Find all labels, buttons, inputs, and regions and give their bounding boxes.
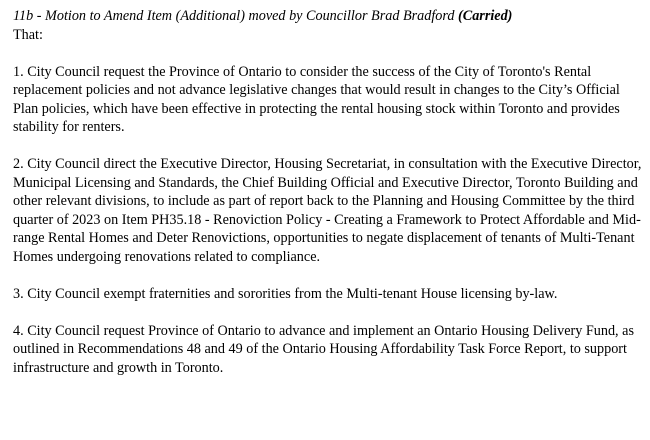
motion-heading: [13, 7, 645, 26]
motion-document: [13, 7, 645, 377]
motion-item-4: 4. City Council request Province of Ontario to advance and implement an Ontario Housing Delivery Fund, as outlined in Recommendations 48 and 49 of the Ontario Housing Affordability Task Force Report, to support infrastructure and growth in Toronto.: [13, 322, 634, 376]
motion-status: (Carried): [458, 8, 513, 24]
motion-title: 11b - Motion to Amend Item (Additional) moved by Councillor Brad Bradford: [13, 8, 459, 24]
motion-item-3: 3. City Council exempt fraternities and sororities from the Multi-tenant House licensing by-law.: [13, 285, 558, 302]
motion-item-2: 2. City Council direct the Executive Director, Housing Secretariat, in consultation with the Executive Director, Municipal Licensing and Standards, the Chief Building Official and Executive Director, Toronto Building and other relevant divisions, to include as part of report back to the Planning and Housing Committee by the third quarter of 2023 on Item PH35.18 - Renoviction Policy - Creating a Framework to Protect Affordable and Mid-range Rental Homes and Deter Renovictions, opportunities to negate displacement of tenants of Multi-Tenant Homes undergoing renovations related to compliance.: [13, 156, 642, 265]
motion-intro: That:: [13, 26, 43, 43]
motion-item-1: 1. City Council request the Province of Ontario to consider the success of the City of Toronto's Rental replacement policies and not advance legislative changes that would result in changes to the City’s Official Plan policies, which have been effective in protecting the rental housing stock within Toronto and provides stability for renters.: [13, 63, 620, 135]
